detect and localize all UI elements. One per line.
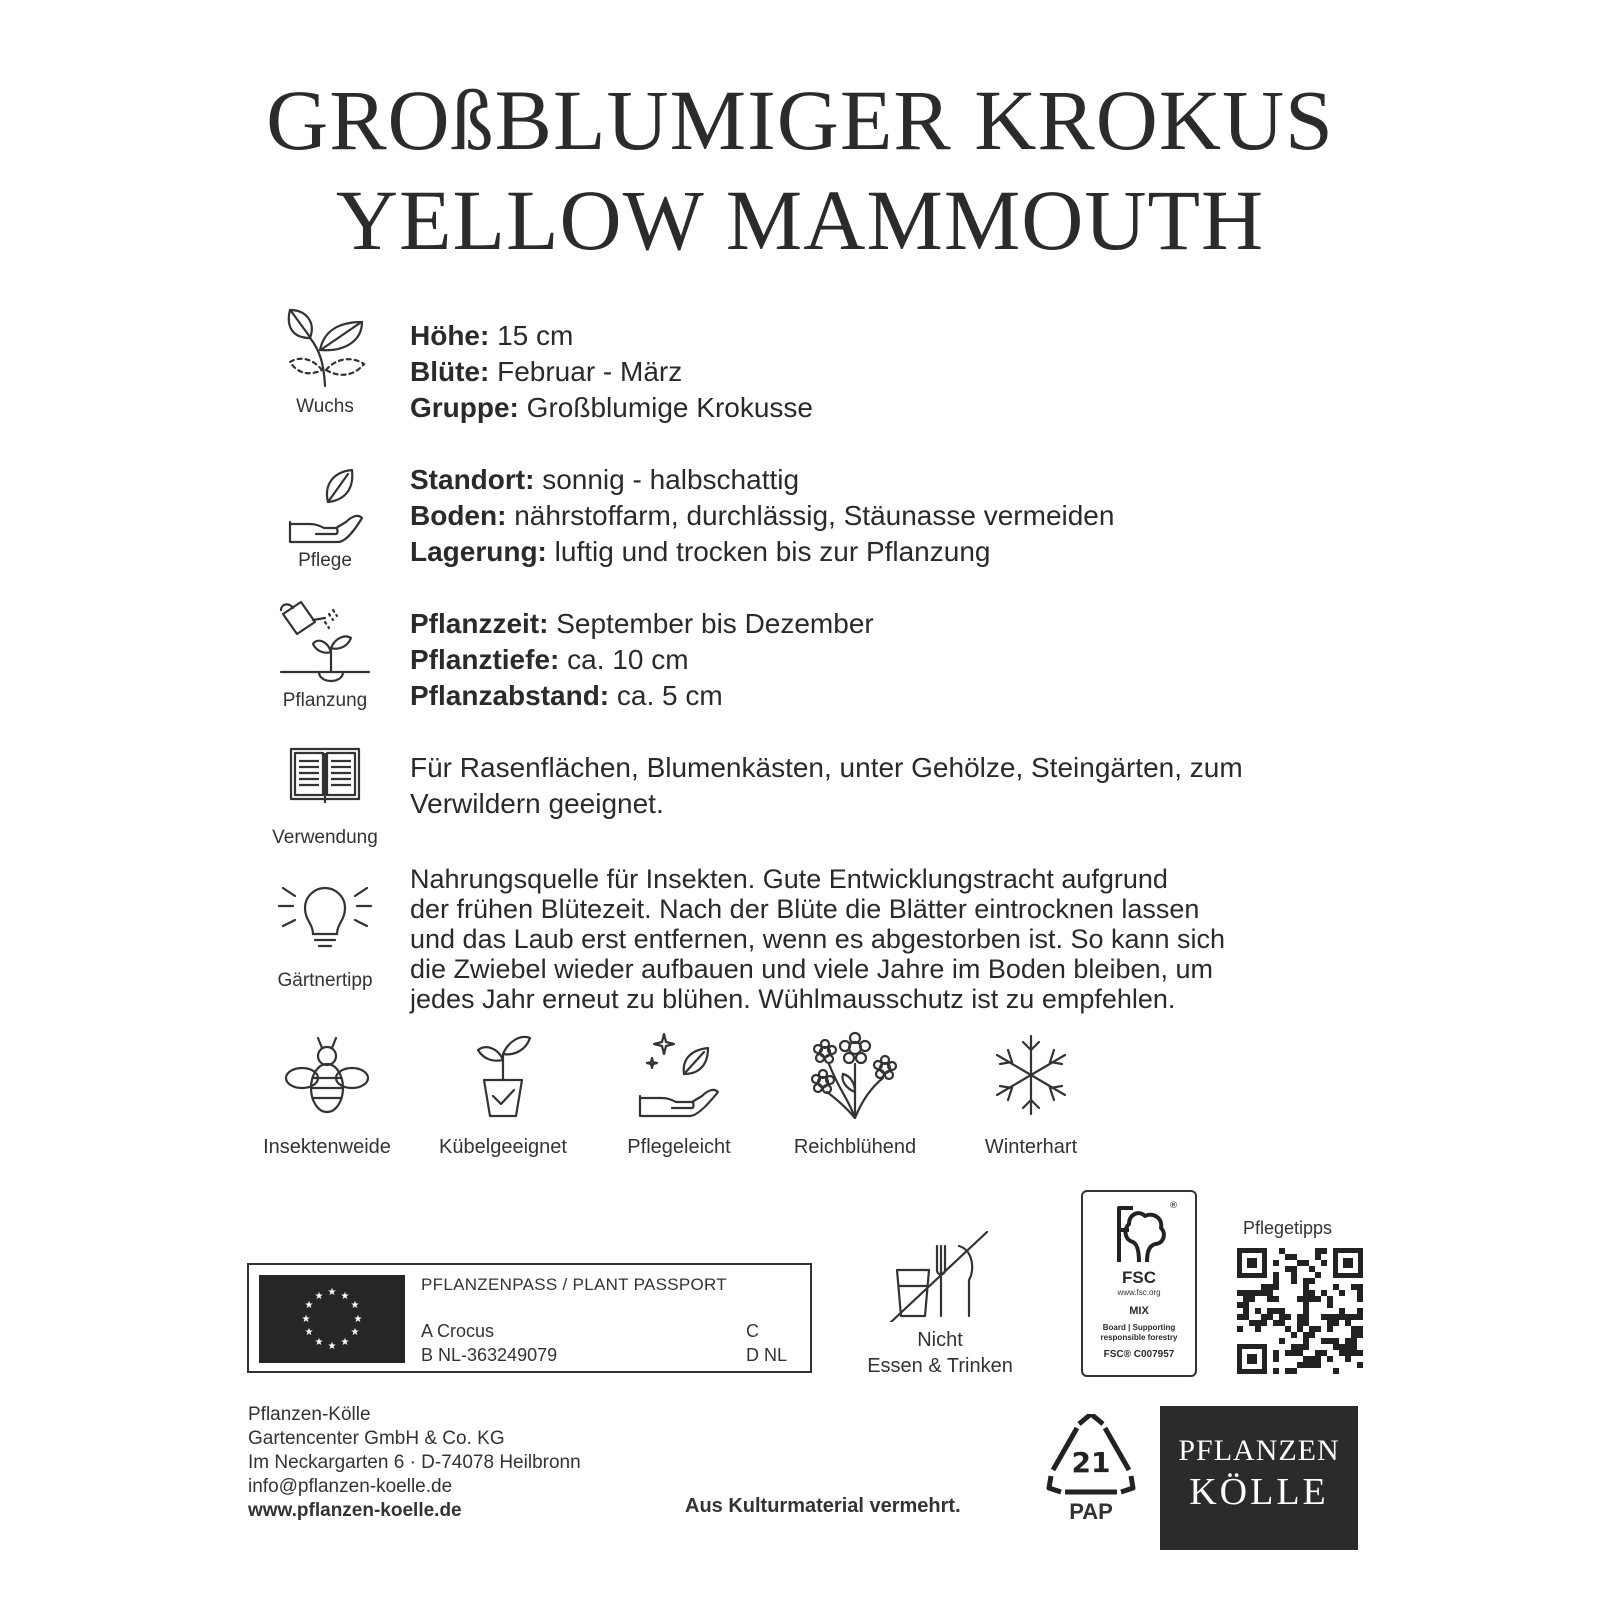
address-line-2: Gartencenter GmbH & Co. KG xyxy=(248,1428,505,1449)
warning-line-1: Nicht xyxy=(917,1329,963,1351)
standort-row: Standort: sonnig - halbschattig xyxy=(410,464,800,495)
qr-label: Pflegetipps xyxy=(1243,1218,1333,1238)
potted-plant-icon xyxy=(458,1030,548,1120)
svg-text:★: ★ xyxy=(340,1337,350,1348)
tip-line-5: jedes Jahr erneut zu blühen. Wühlmausschutz ist zu empfehlen. xyxy=(410,984,1176,1014)
tip-line-3: und das Laub erst entfernen, wenn es abgestorben ist. So kann sich xyxy=(410,924,1226,954)
svg-text:21: 21 xyxy=(1071,1446,1111,1479)
feature-kuebelgeeignet-label: Kübelgeeignet xyxy=(439,1136,567,1158)
fsc-code: FSC® C007957 xyxy=(1103,1349,1175,1360)
svg-text:★: ★ xyxy=(353,1314,363,1325)
title-line-2: YELLOW MAMMOUTH xyxy=(335,172,1265,268)
open-book-icon xyxy=(285,745,365,809)
feature-insektenweide-label: Insektenweide xyxy=(263,1136,391,1158)
verwendung-line-2: Verwildern geeignet. xyxy=(410,788,664,819)
gruppe-row: Gruppe: Großblumige Krokusse xyxy=(410,392,813,423)
tip-line-4: die Zwiebel wieder aufbauen und viele Jahre im Boden bleiben, um xyxy=(410,954,1213,984)
recycling-mark xyxy=(1045,1414,1137,1525)
fsc-url: www.fsc.org xyxy=(1117,1288,1161,1297)
svg-text:★: ★ xyxy=(350,1300,360,1311)
svg-text:★: ★ xyxy=(314,1291,324,1302)
fsc-tree-logo-icon xyxy=(1099,1200,1179,1266)
title-line-1: GROßBLUMIGER KROKUS xyxy=(266,72,1334,168)
fsc-label xyxy=(1081,1190,1197,1377)
no-food-drink-icon xyxy=(885,1230,995,1322)
verwendung-label: Verwendung xyxy=(272,827,378,848)
logo-line-1: PFLANZEN xyxy=(1178,1434,1340,1467)
hoehe-row: Höhe: 15 cm xyxy=(410,320,574,351)
fsc-board-2: responsible forestry xyxy=(1100,1333,1178,1342)
svg-text:★: ★ xyxy=(314,1337,324,1348)
feature-winterhart xyxy=(951,1030,1111,1159)
address-web[interactable]: www.pflanzen-koelle.de xyxy=(248,1500,462,1521)
plant-passport xyxy=(247,1263,812,1373)
logo-line-2: KÖLLE xyxy=(1189,1471,1329,1513)
svg-text:★: ★ xyxy=(350,1327,360,1338)
pflege-label: Pflege xyxy=(298,550,352,571)
fsc-board-1: Board | Supporting xyxy=(1102,1323,1176,1332)
svg-text:★: ★ xyxy=(340,1291,350,1302)
warning-line-2: Essen & Trinken xyxy=(867,1355,1013,1377)
pflanzzeit-row: Pflanzzeit: September bis Dezember xyxy=(410,608,874,639)
passport-d: D NL xyxy=(746,1345,788,1365)
svg-text:★: ★ xyxy=(301,1314,311,1325)
bee-icon xyxy=(282,1030,372,1120)
svg-text:★: ★ xyxy=(327,1287,337,1298)
lagerung-row: Lagerung: luftig und trocken bis zur Pflanzung xyxy=(410,536,991,567)
pflanzung-label: Pflanzung xyxy=(282,690,368,711)
svg-text:★: ★ xyxy=(304,1327,314,1338)
feature-reichbluehend-label: Reichblühend xyxy=(793,1136,917,1158)
company-address xyxy=(248,1403,581,1523)
wuchs-label: Wuchs xyxy=(296,396,354,417)
passport-heading: PFLANZENPASS / PLANT PASSPORT xyxy=(421,1275,727,1294)
feature-kuebelgeeignet xyxy=(423,1030,583,1159)
eu-flag-icon xyxy=(259,1275,405,1363)
feature-insektenweide xyxy=(247,1030,407,1159)
passport-a: A Crocus xyxy=(421,1321,495,1341)
gaertnertipp-label: Gärtnertipp xyxy=(277,970,373,991)
page-title xyxy=(0,70,1600,270)
feature-pflegeleicht-label: Pflegeleicht xyxy=(627,1136,731,1158)
boden-row: Boden: nährstoffarm, durchlässig, Stäunasse vermeiden xyxy=(410,500,1115,531)
not-food-warning xyxy=(860,1230,1020,1379)
fsc-mix: MIX xyxy=(1129,1305,1149,1317)
address-line-1: Pflanzen-Kölle xyxy=(248,1404,371,1425)
qr-code[interactable] xyxy=(1237,1248,1363,1374)
svg-text:®: ® xyxy=(1169,1201,1178,1211)
svg-text:★: ★ xyxy=(304,1300,314,1311)
fsc-brand: FSC xyxy=(1122,1268,1156,1287)
recycling-code: PAP xyxy=(1069,1499,1113,1524)
bluete-row: Blüte: Februar - März xyxy=(410,356,683,387)
passport-c: C xyxy=(746,1321,759,1341)
hand-leaf-icon xyxy=(280,462,370,546)
passport-b: B NL-363249079 xyxy=(421,1345,558,1365)
address-line-3: Im Neckargarten 6 · D-74078 Heilbronn xyxy=(248,1452,581,1473)
pflanzen-koelle-logo xyxy=(1160,1406,1358,1550)
tip-line-1: Nahrungsquelle für Insekten. Gute Entwicklungstracht aufgrund xyxy=(410,864,1168,894)
cultivation-note: Aus Kulturmaterial vermehrt. xyxy=(685,1495,961,1517)
svg-text:★: ★ xyxy=(327,1341,337,1352)
watering-can-icon xyxy=(275,600,375,686)
pflanzabstand-row: Pflanzabstand: ca. 5 cm xyxy=(410,680,723,711)
flowers-icon xyxy=(805,1030,905,1120)
tip-line-2: der frühen Blütezeit. Nach der Blüte die Blätter eintrocknen lassen xyxy=(410,894,1200,924)
feature-pflegeleicht xyxy=(599,1030,759,1159)
feature-reichbluehend xyxy=(775,1030,935,1159)
light-bulb-icon xyxy=(275,880,375,952)
hand-sparkle-leaf-icon xyxy=(634,1030,724,1120)
snowflake-icon xyxy=(986,1030,1076,1120)
address-email[interactable]: info@pflanzen-koelle.de xyxy=(248,1476,453,1497)
verwendung-line-1: Für Rasenflächen, Blumenkästen, unter Gehölze, Steingärten, zum xyxy=(410,752,1243,783)
plant-leaves-icon xyxy=(280,300,370,392)
feature-winterhart-label: Winterhart xyxy=(984,1136,1078,1158)
recycling-triangle-icon xyxy=(1045,1414,1137,1498)
pflanztiefe-row: Pflanztiefe: ca. 10 cm xyxy=(410,644,689,675)
